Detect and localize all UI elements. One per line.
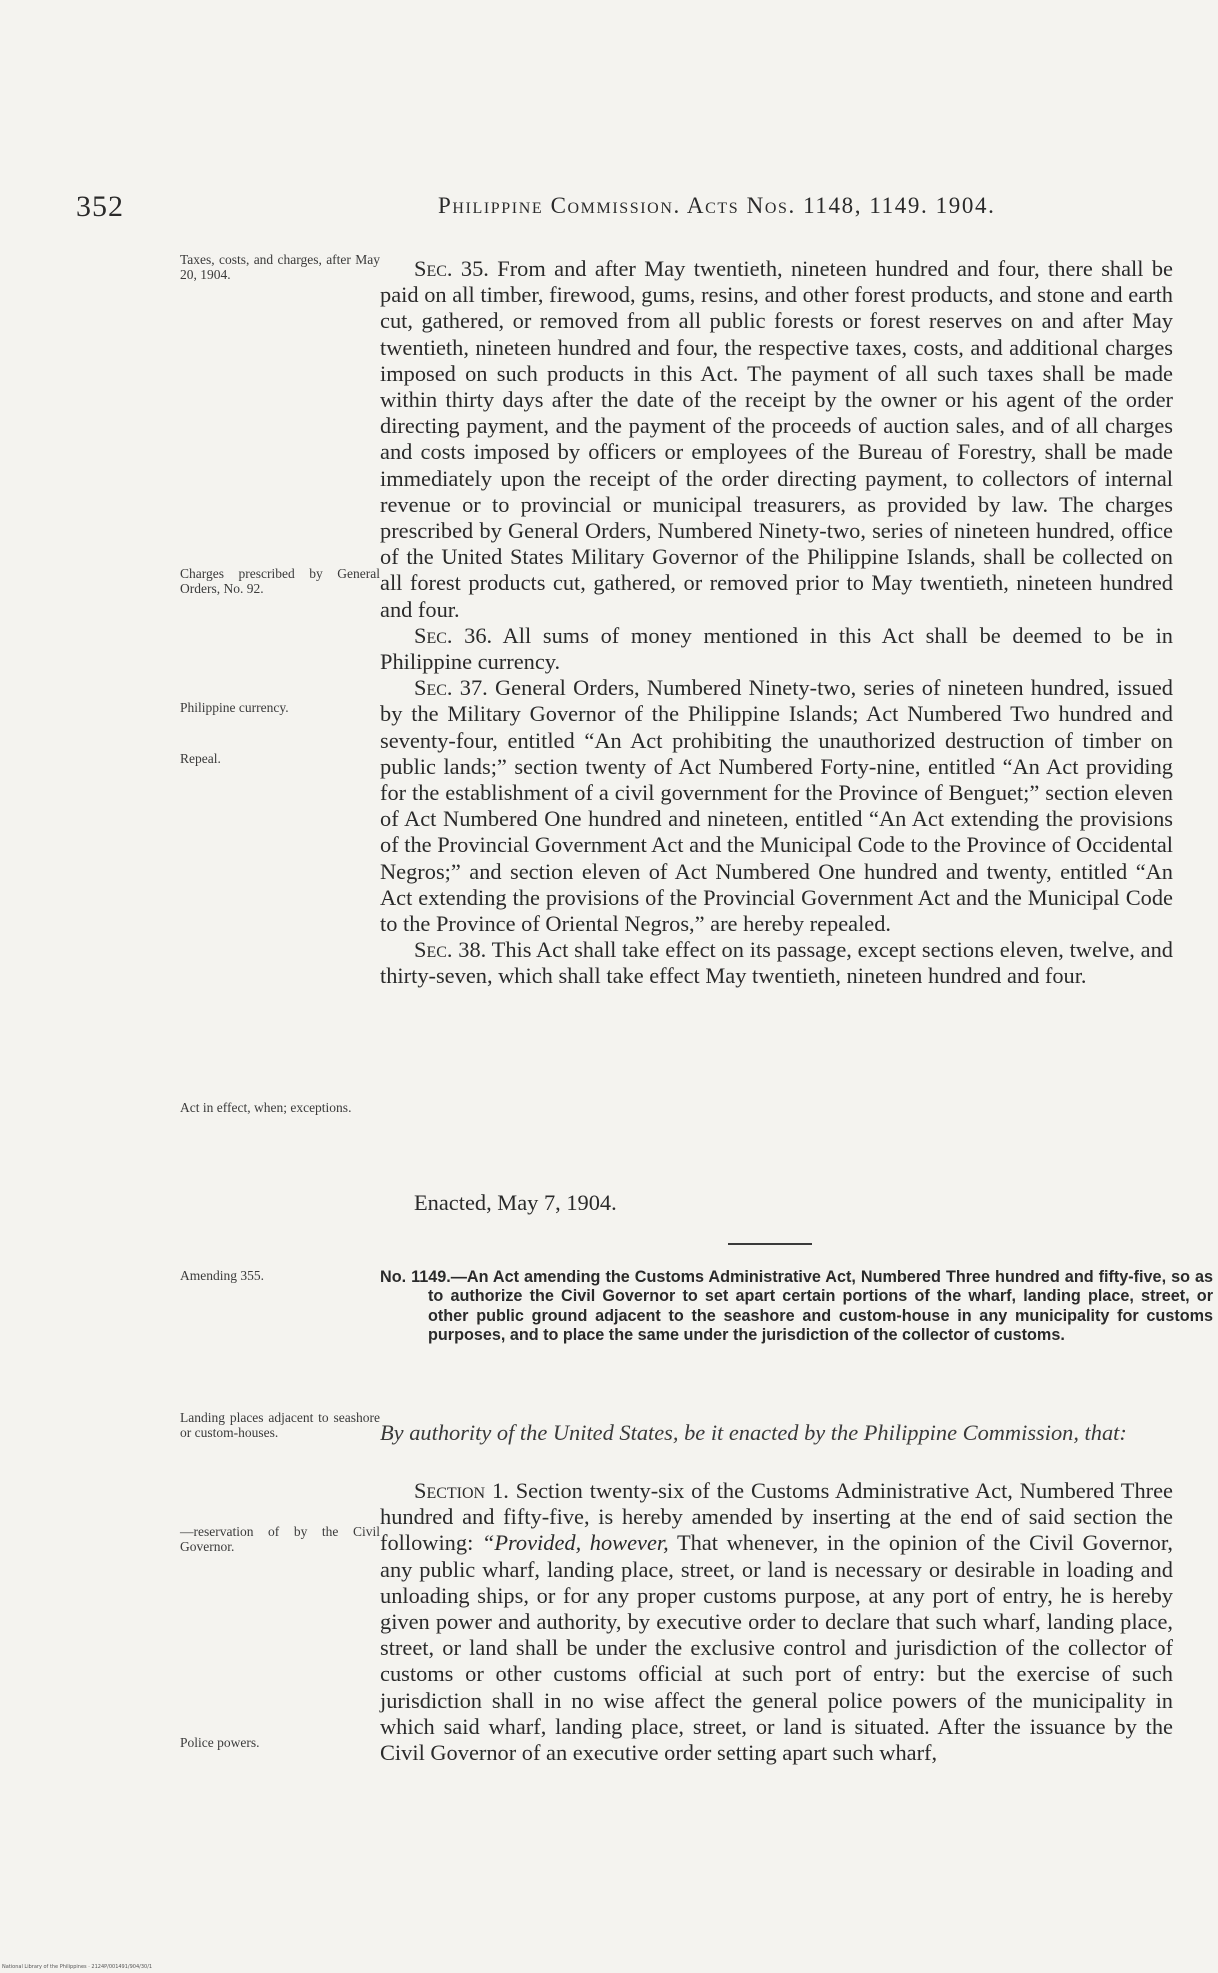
margin-note-general-orders: Charges prescribed by General Orders, No. 92.: [180, 566, 380, 596]
enacted-date: Enacted, May 7, 1904.: [414, 1190, 617, 1215]
margin-note-currency: Philippine currency.: [180, 700, 289, 715]
section-37: [380, 675, 1173, 937]
margin-note-taxes: Taxes, costs, and charges, after May 20, 1904.: [180, 252, 380, 282]
section-38: [380, 937, 1173, 989]
sections-35-38: [380, 256, 1173, 990]
running-head: Philippine Commission. Acts Nos. 1148, 1149. 1904.: [438, 193, 996, 218]
section-38-label: Sec. 38.: [414, 937, 487, 963]
margin-note-repeal: Repeal.: [180, 751, 221, 766]
section-37-label: Sec. 37.: [414, 675, 488, 701]
page-number: 352: [76, 190, 124, 223]
margin-note-effect: Act in effect, when; exceptions.: [180, 1100, 352, 1115]
section-1-proviso: “Provided, however,: [481, 1530, 669, 1556]
act-1149-section-1: [380, 1478, 1173, 1766]
section-1-text-a: Section twenty-six of the Customs Administrative Act, Numbered Three hundred and fifty-five, is hereby amended by inserting at the end of said section the following:: [380, 1478, 1173, 1556]
section-divider: [728, 1243, 812, 1245]
section-36-text: All sums of money mentioned in this Act shall be deemed to be in Philippine currency.: [380, 622, 1173, 675]
margin-note-police: Police powers.: [180, 1735, 260, 1750]
section-37-text: General Orders, Numbered Ninety-two, series of nineteen hundred, issued by the Military Governor of the Philippine Islands; Act Numbered Two hundred and seventy-four, entitled “An Act prohibiting the unauthorized destruction of timber on public lands;” section twenty of Act Numbered Forty-nine, entitled “An Act providing for the establishment of a civil government for the Province of Benguet;” section eleven of Act Numbered One hundred and nineteen, entitled “An Act extending the provisions of the Provincial Government Act and the Municipal Code to the Province of Occidental Negros;” and section eleven of Act Numbered One hundred and twenty, entitled “An Act extending the provisions of the Provincial Government Act and the Municipal Code to the Province of Oriental Negros,” are hereby repealed.: [380, 675, 1173, 937]
enacting-clause: By authority of the United States, be it enacted by the Philippine Commission, that:: [380, 1420, 1127, 1445]
section-38-text: This Act shall take effect on its passage, except sections eleven, twelve, and thirty-seven, which shall take effect May twentieth, nineteen hundred and four.: [380, 937, 1173, 989]
section-1-label: Section 1.: [414, 1478, 509, 1503]
section-35-text: From and after May twentieth, nineteen hundred and four, there shall be paid on all timber, firewood, gums, resins, and other forest products, and stone and earth cut, gathered, or removed from all public forests or forest reserves on and after May twentieth, nineteen hundred and four, the respective taxes, costs, and additional charges imposed on such products in this Act. The payment of all such taxes shall be made within thirty days after the date of the receipt by the owner or his agent of the order directing payment, and the payment of the proceeds of auction sales, and of all charges and costs imposed by officers or employees of the Bureau of Forestry, shall be made immediately upon the receipt of the order directing payment, to collectors of internal revenue or to provincial or municipal treasurers, as provided by law. The charges prescribed by General Orders, Numbered Ninety-two, series of nineteen hundred, office of the United States Military Governor of the Philippine Islands, shall be collected on all forest products cut, gathered, or removed prior to May twentieth, nineteen hundred and four.: [380, 256, 1173, 622]
section-36-label: Sec. 36.: [414, 622, 493, 648]
margin-note-reservation: —reservation of by the Civil Governor.: [180, 1524, 380, 1554]
section-35-label: Sec. 35.: [414, 256, 489, 281]
scan-credit: National Library of the Philippines · 2124P/001491/904/30/1: [2, 1964, 153, 1970]
act-1149-title: No. 1149.—An Act amending the Customs Administrative Act, Numbered Three hundred and fifty-five, so as to authorize the Civil Governor to set apart certain portions of the wharf, landing place, street, or other public ground adjacent to the seashore and custom-house in any municipality for customs purposes, and to place the same under the jurisdiction of the collector of customs.: [380, 1268, 1213, 1345]
section-35: [380, 256, 1173, 623]
margin-note-amending: Amending 355.: [180, 1268, 264, 1283]
section-36: [380, 623, 1173, 675]
margin-note-landing: Landing places adjacent to seashore or custom-houses.: [180, 1410, 380, 1440]
section-1-text-b: That whenever, in the opinion of the Civil Governor, any public wharf, landing place, street, or land is necessary or desirable in loading and unloading ships, or for any proper customs purpose, at any port of entry, he is hereby given power and authority, by executive order to declare that such wharf, landing place, street, or land shall be under the exclusive control and jurisdiction of the collector of customs or other customs official at such port of entry: but the exercise of such jurisdiction shall in no wise affect the general police powers of the municipality in which said wharf, landing place, street, or land is situated. After the issuance by the Civil Governor of an executive order setting apart such wharf,: [380, 1530, 1173, 1766]
